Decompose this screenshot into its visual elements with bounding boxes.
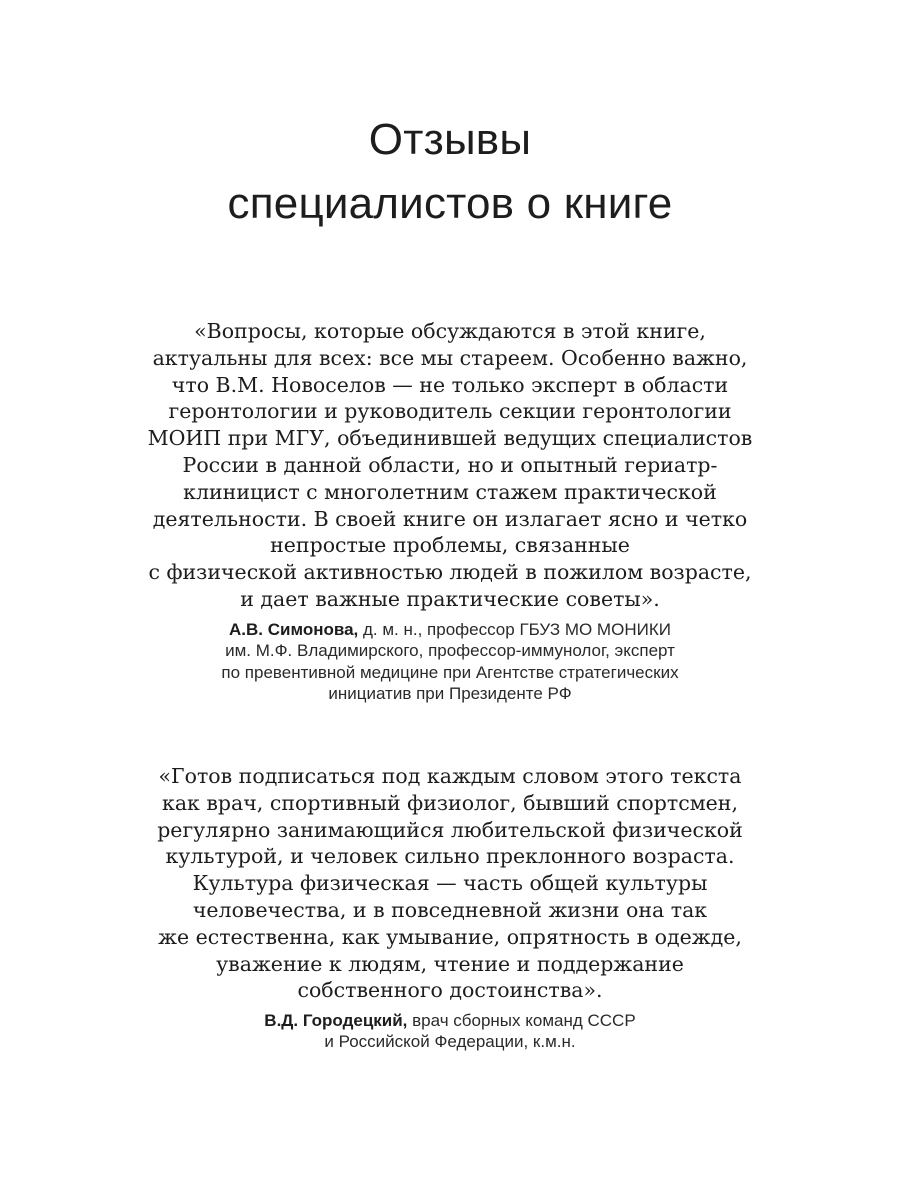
quote-line: что В.М. Новоселов — не только эксперт в области	[171, 372, 729, 397]
quote-line: собственного достоинства».	[297, 978, 603, 1003]
title-line: специалистов о книге	[227, 179, 673, 228]
attribution-line: им. М.Ф. Владимирского, профессор-иммунолог, эксперт	[225, 641, 675, 661]
attribution-line	[0, 1010, 900, 1031]
author-credentials: д. м. н., профессор ГБУЗ МО МОНИКИ	[358, 620, 671, 639]
quote-line: актуальны для всех: все мы стареем. Особенно важно,	[152, 345, 748, 370]
quote-line: России в данной области, но и опытный гериатр-	[182, 452, 718, 477]
quote-line: регулярно занимающийся любительской физической	[157, 817, 743, 842]
quote-line: клиницист с многолетним стажем практической	[183, 479, 717, 504]
page-title	[0, 108, 900, 236]
quote-line: уважение к людям, чтение и поддержание	[216, 951, 684, 976]
author-name: В.Д. Городецкий,	[264, 1011, 408, 1030]
review-attribution-simonova	[0, 619, 900, 704]
quote-line: же естественна, как умывание, опрятность в одежде,	[158, 924, 742, 949]
attribution-line: инициатив при Президенте РФ	[328, 683, 572, 703]
quote-line: геронтологии и руководитель секции геронтологии	[168, 399, 732, 424]
quote-line: и дает важные практические советы».	[240, 586, 660, 611]
quote-line: Культура физическая — часть общей культуры	[192, 871, 708, 896]
attribution-line: по превентивной медицине при Агентстве стратегических	[221, 662, 679, 682]
quote-line: деятельности. В своей книге он излагает ясно и четко	[152, 506, 748, 531]
review-quote-simonova	[0, 318, 900, 613]
attribution-line	[0, 619, 900, 640]
review-attribution-gorodetsky	[0, 1010, 900, 1053]
quote-line: с физической активностью людей в пожилом возрасте,	[148, 560, 752, 585]
author-name: А.В. Симонова,	[229, 620, 359, 639]
author-credentials: врач сборных команд СССР	[407, 1011, 636, 1030]
quote-line: МОИП при МГУ, объединившей ведущих специалистов	[147, 426, 753, 451]
review-quote-gorodetsky	[0, 763, 900, 1004]
quote-line: «Готов подписаться под каждым словом этого текста	[158, 764, 742, 788]
quote-line: человечества, и в повседневной жизни она так	[192, 897, 708, 922]
quote-line: «Вопросы, которые обсуждаются в этой книге,	[194, 319, 706, 343]
title-line: Отзывы	[368, 115, 532, 164]
attribution-line: и Российской Федерации, к.м.н.	[324, 1032, 576, 1052]
quote-line: как врач, спортивный физиолог, бывший спортсмен,	[162, 790, 738, 815]
quote-line: непростые проблемы, связанные	[270, 533, 630, 558]
quote-line: культурой, и человек сильно преклонного возраста.	[165, 844, 735, 869]
